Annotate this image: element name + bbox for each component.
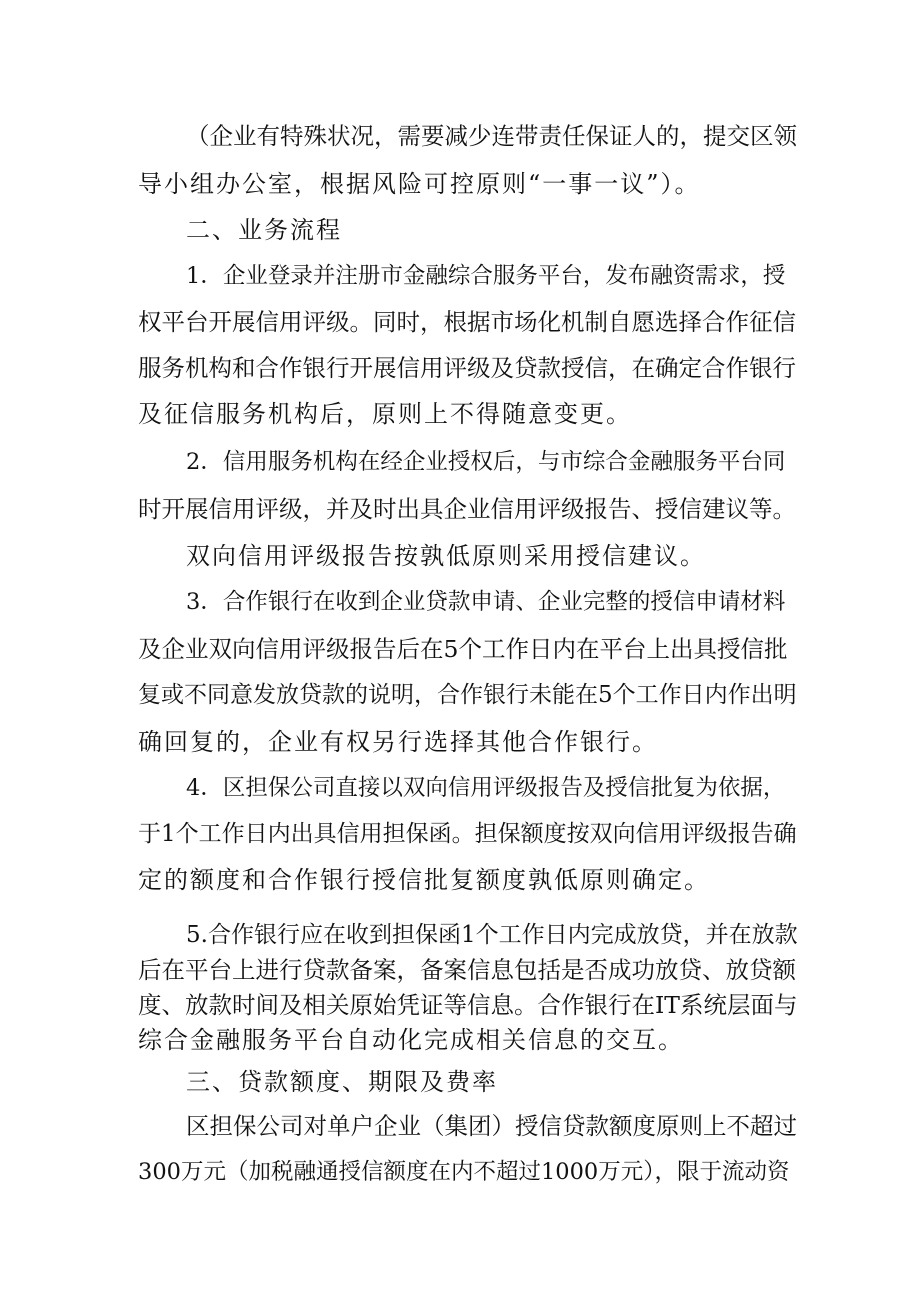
- step-1-line-2: 权平台开展信用评级。同时，根据市场化机制自愿选择合作征信: [138, 308, 796, 336]
- step-2-line-1: 2．信用服务机构在经企业授权后，与市综合金融服务平台同: [186, 449, 786, 475]
- step-3-line-4: 确回复的，企业有权另行选择其他合作银行。: [138, 728, 658, 756]
- loan-terms-line-1: 区担保公司对单户企业（集团）授信贷款额度原则上不超过: [186, 1112, 797, 1140]
- step-5-line-3: 度、放款时间及相关原始凭证等信息。合作银行在IT系统层面与: [138, 991, 798, 1019]
- step-1-line-4: 及征信服务机构后，原则上不得随意变更。: [138, 400, 632, 428]
- step-5-line-4: 综合金融服务平台自动化完成相关信息的交互。: [138, 1026, 684, 1054]
- step-3-line-2: 及企业双向信用评级报告后在5个工作日内在平台上出具授信批: [138, 635, 788, 663]
- step-2-note: 双向信用评级报告按孰低原则采用授信建议。: [186, 542, 706, 570]
- paragraph-special-cases-line-1: （企业有特殊状况，需要减少连带责任保证人的，提交区领: [186, 122, 797, 150]
- step-5-line-2: 后在平台上进行贷款备案，备案信息包括是否成功放贷、放贷额: [138, 956, 796, 984]
- step-3-line-1: 3．合作银行在收到企业贷款申请、企业完整的授信申请材料: [186, 589, 786, 615]
- step-1-line-3: 服务机构和合作银行开展信用评级及贷款授信，在确定合作银行: [138, 354, 796, 382]
- section-heading-business-process: 二、业务流程: [186, 216, 342, 244]
- step-5-line-1: 5.合作银行应在收到担保函1个工作日内完成放贷，并在放款: [186, 922, 798, 948]
- step-3-line-3: 复或不同意发放贷款的说明，合作银行未能在5个工作日内作出明: [138, 682, 797, 708]
- loan-terms-line-2: 300万元（加税融通授信额度在内不超过1000万元），限于流动资: [138, 1159, 790, 1185]
- step-1-line-1: 1．企业登录并注册市金融综合服务平台，发布融资需求，授: [186, 263, 786, 289]
- step-4-line-1: 4．区担保公司直接以双向信用评级报告及授信批复为依据，: [186, 775, 786, 801]
- step-2-line-2: 时开展信用评级，并及时出具企业信用评级报告、授信建议等。: [138, 495, 796, 523]
- step-4-line-3: 定的额度和合作银行授信批复额度孰低原则确定。: [138, 866, 710, 894]
- section-heading-loan-terms: 三、贷款额度、期限及费率: [186, 1068, 498, 1096]
- step-4-line-2: 于1个工作日内出具信用担保函。担保额度按双向信用评级报告确: [138, 821, 797, 847]
- paragraph-special-cases-line-2: 导小组办公室，根据风险可控原则“一事一议”）。: [138, 170, 701, 198]
